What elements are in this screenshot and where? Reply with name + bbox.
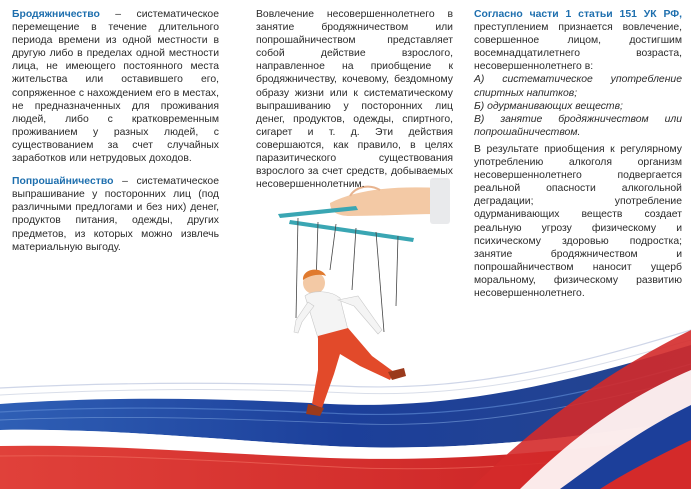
begging-text: – систематическое выпрашивание у посторонних лиц (под различными предлогами и без них) денег, продуктов питания, одежды, других предметов, из которых можно извлечь материальную выгоду.: [12, 176, 219, 253]
vagrancy-term: Бродяжничество: [12, 9, 100, 20]
law-paragraph: [474, 8, 682, 73]
vagrancy-text: – систематическое перемещение в течение длительного периода времени из одной местности в другую либо в пределах одной местности лица, не имеющего постоянного места жительства или оставившего его, сопряженное с нахождением его в местах, не предназначенных для проживания людей, либо с кратковременным проживанием у разных людей, с существованием за счет случайных заработков или нетрудовых доходов.: [12, 9, 219, 165]
law-item-a: А) систематическое употребление спиртных напитков;: [474, 74, 682, 99]
column-1: [12, 8, 219, 262]
column-2: [256, 8, 453, 199]
vagrancy-definition: [12, 8, 219, 165]
involvement-paragraph: Вовлечение несовершеннолетнего в занятие бродяжничеством или попрошайничеством представляет собой действие взрослого, направленное на приобщение к бродяжничеству, кочевому, бездомному образу жизни или к систематическому выпрашиванию у посторонних лиц денег, продуктов, одежды, спиртного, сигарет и т. д. Эти действия совершаются, как правило, в целях паразитического существования взрослого за счет средств, добываемых несовершеннолетним.: [256, 9, 453, 191]
begging-term: Попрошайничество: [12, 176, 114, 188]
law-item-c: В) занятие бродяжничеством или попрошайничеством.: [474, 113, 682, 138]
consequences-paragraph: В результате приобщения к регулярному употреблению алкоголя организм несовершеннолетнего подвергается реальной опасности алкогольной деградации; употребление одурманивающих веществ создает реальную угрозу физическому и психическому здоровью подростка; занятие бродяжничеством и попрошайничеством наносит ущерб моральному, физическому развитию несовершеннолетнего.: [474, 143, 682, 299]
law-item-b: Б) одурманивающих веществ;: [474, 100, 623, 112]
law-items: [474, 73, 682, 138]
law-intro: преступлением признается вовлечение, совершенное лицом, достигшим восемнадцатилетнего возраста, несовершеннолетнего в:: [474, 22, 682, 73]
column-3: [474, 8, 682, 308]
begging-definition: [12, 175, 219, 254]
law-lead: Согласно части 1 статьи 151 УК РФ,: [474, 9, 682, 20]
puppet-illustration: [278, 178, 450, 416]
